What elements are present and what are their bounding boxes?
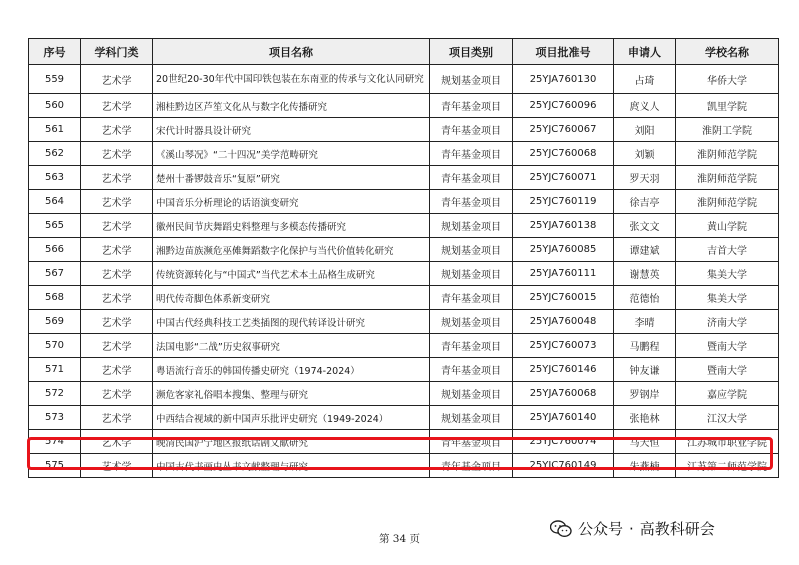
cell-project-name: 明代传奇脚色体系新变研究: [153, 286, 430, 310]
cell-discipline: 艺术学: [81, 238, 153, 262]
cell-approval-number: 25YJA760140: [513, 406, 614, 430]
table-row: [29, 166, 779, 190]
cell-school: 暨南大学: [676, 334, 779, 358]
cell-school: 江汉大学: [676, 406, 779, 430]
header-project-name: 项目名称: [153, 39, 430, 65]
cell-approval-number: 25YJC760149: [513, 454, 614, 478]
cell-approval-number: 25YJC760068: [513, 142, 614, 166]
cell-school: 华侨大学: [676, 65, 779, 94]
cell-applicant: 刘颖: [614, 142, 676, 166]
cell-applicant: 徐吉亭: [614, 190, 676, 214]
cell-project-type: 规划基金项目: [430, 262, 513, 286]
cell-applicant: 钟友谦: [614, 358, 676, 382]
cell-discipline: 艺术学: [81, 382, 153, 406]
table-header-row: [29, 39, 779, 65]
cell-serial: 559: [29, 65, 81, 94]
watermark-name: 高教科研会: [639, 520, 715, 538]
cell-applicant: 张文文: [614, 214, 676, 238]
cell-serial: 571: [29, 358, 81, 382]
cell-applicant: 罗天羽: [614, 166, 676, 190]
cell-project-type: 青年基金项目: [430, 118, 513, 142]
cell-school: 暨南大学: [676, 358, 779, 382]
cell-discipline: 艺术学: [81, 118, 153, 142]
cell-project-name: 楚州十番锣鼓音乐“复原”研究: [153, 166, 430, 190]
header-serial: 序号: [29, 39, 81, 65]
table-row: [29, 238, 779, 262]
cell-discipline: 艺术学: [81, 358, 153, 382]
cell-project-name: 中国古代经典科技工艺类插图的现代转译设计研究: [153, 310, 430, 334]
cell-project-type: 规划基金项目: [430, 65, 513, 94]
cell-discipline: 艺术学: [81, 214, 153, 238]
cell-school: 嘉应学院: [676, 382, 779, 406]
cell-approval-number: 25YJC760073: [513, 334, 614, 358]
cell-school: 淮阴工学院: [676, 118, 779, 142]
cell-project-type: 青年基金项目: [430, 166, 513, 190]
cell-serial: 569: [29, 310, 81, 334]
cell-approval-number: 25YJA760111: [513, 262, 614, 286]
cell-discipline: 艺术学: [81, 454, 153, 478]
cell-school: 淮阴师范学院: [676, 142, 779, 166]
header-discipline: 学科门类: [81, 39, 153, 65]
cell-project-name: 《溪山琴况》“二十四况”美学范畴研究: [153, 142, 430, 166]
cell-applicant: 范德怡: [614, 286, 676, 310]
cell-serial: 572: [29, 382, 81, 406]
cell-approval-number: 25YJC760074: [513, 430, 614, 454]
cell-applicant: 庹义人: [614, 94, 676, 118]
cell-project-type: 青年基金项目: [430, 430, 513, 454]
project-table: [28, 38, 779, 478]
cell-discipline: 艺术学: [81, 406, 153, 430]
cell-project-type: 青年基金项目: [430, 334, 513, 358]
header-project-type: 项目类别: [430, 39, 513, 65]
table-row: [29, 406, 779, 430]
cell-serial: 573: [29, 406, 81, 430]
cell-approval-number: 25YJC760015: [513, 286, 614, 310]
cell-serial: 570: [29, 334, 81, 358]
cell-project-name: 20世纪20-30年代中国印铁包装在东南亚的传承与文化认同研究: [153, 65, 430, 94]
cell-project-name: 中国音乐分析理论的话语演变研究: [153, 190, 430, 214]
cell-applicant: 刘阳: [614, 118, 676, 142]
cell-serial: 565: [29, 214, 81, 238]
cell-approval-number: 25YJA760048: [513, 310, 614, 334]
cell-approval-number: 25YJC760071: [513, 166, 614, 190]
cell-serial: 575: [29, 454, 81, 478]
cell-project-type: 青年基金项目: [430, 142, 513, 166]
cell-applicant: 谭建斌: [614, 238, 676, 262]
cell-school: 集美大学: [676, 286, 779, 310]
header-approval-number: 项目批准号: [513, 39, 614, 65]
cell-project-name: 粤语流行音乐的韩国传播史研究（1974-2024）: [153, 358, 430, 382]
cell-project-name: 晚清民国沪宁地区报纸话剧文献研究: [153, 430, 430, 454]
cell-discipline: 艺术学: [81, 94, 153, 118]
cell-approval-number: 25YJA760138: [513, 214, 614, 238]
cell-serial: 566: [29, 238, 81, 262]
cell-project-type: 青年基金项目: [430, 286, 513, 310]
cell-project-name: 湘桂黔边区芦笙文化从与数字化传播研究: [153, 94, 430, 118]
cell-applicant: 占琦: [614, 65, 676, 94]
table-row: [29, 358, 779, 382]
cell-discipline: 艺术学: [81, 310, 153, 334]
table-row: [29, 262, 779, 286]
table-row: [29, 334, 779, 358]
cell-serial: 563: [29, 166, 81, 190]
table-row: [29, 142, 779, 166]
cell-serial: 564: [29, 190, 81, 214]
cell-project-name: 宋代计时器具设计研究: [153, 118, 430, 142]
cell-discipline: 艺术学: [81, 65, 153, 94]
cell-project-name: 中国古代书画史丛书文献整理与研究: [153, 454, 430, 478]
cell-project-name: 湘黔边苗族濒危巫傩舞蹈数字化保护与当代价值转化研究: [153, 238, 430, 262]
cell-project-name: 法国电影“二战”历史叙事研究: [153, 334, 430, 358]
cell-project-type: 青年基金项目: [430, 94, 513, 118]
cell-approval-number: 25YJA760068: [513, 382, 614, 406]
cell-school: 江苏第二师范学院: [676, 454, 779, 478]
header-school: 学校名称: [676, 39, 779, 65]
table-row: [29, 65, 779, 94]
table-row: [29, 190, 779, 214]
table-row: [29, 214, 779, 238]
cell-discipline: 艺术学: [81, 430, 153, 454]
cell-project-name: 传统资源转化与“中国式”当代艺术本土品格生成研究: [153, 262, 430, 286]
cell-discipline: 艺术学: [81, 334, 153, 358]
cell-approval-number: 25YJA760130: [513, 65, 614, 94]
wechat-icon: [550, 520, 572, 538]
watermark-separator: ·: [629, 519, 634, 538]
cell-approval-number: 25YJC760146: [513, 358, 614, 382]
cell-project-type: 规划基金项目: [430, 310, 513, 334]
cell-approval-number: 25YJC760067: [513, 118, 614, 142]
cell-applicant: 李晴: [614, 310, 676, 334]
cell-project-type: 青年基金项目: [430, 454, 513, 478]
cell-applicant: 马鹏程: [614, 334, 676, 358]
cell-applicant: 马天恒: [614, 430, 676, 454]
cell-serial: 574: [29, 430, 81, 454]
cell-project-type: 青年基金项目: [430, 358, 513, 382]
watermark-account-label: 公众号: [578, 520, 624, 538]
table-row: [29, 310, 779, 334]
cell-applicant: 罗钢岸: [614, 382, 676, 406]
cell-approval-number: 25YJC760119: [513, 190, 614, 214]
cell-project-type: 规划基金项目: [430, 406, 513, 430]
cell-project-type: 青年基金项目: [430, 190, 513, 214]
cell-applicant: 朱燕楠: [614, 454, 676, 478]
wechat-watermark: [547, 518, 718, 539]
cell-school: 吉首大学: [676, 238, 779, 262]
page-number: 第 34 页: [378, 533, 421, 545]
table-row: [29, 118, 779, 142]
table-row: [29, 430, 779, 454]
cell-serial: 560: [29, 94, 81, 118]
cell-discipline: 艺术学: [81, 286, 153, 310]
cell-discipline: 艺术学: [81, 190, 153, 214]
cell-discipline: 艺术学: [81, 262, 153, 286]
cell-school: 凯里学院: [676, 94, 779, 118]
cell-project-name: 濒危客家礼俗唱本搜集、整理与研究: [153, 382, 430, 406]
cell-discipline: 艺术学: [81, 166, 153, 190]
cell-school: 淮阴师范学院: [676, 166, 779, 190]
cell-serial: 562: [29, 142, 81, 166]
cell-school: 江苏城市职业学院: [676, 430, 779, 454]
cell-applicant: 张艳林: [614, 406, 676, 430]
cell-approval-number: 25YJC760096: [513, 94, 614, 118]
cell-school: 黄山学院: [676, 214, 779, 238]
cell-project-type: 规划基金项目: [430, 238, 513, 262]
cell-serial: 561: [29, 118, 81, 142]
cell-school: 济南大学: [676, 310, 779, 334]
cell-project-type: 规划基金项目: [430, 382, 513, 406]
cell-school: 集美大学: [676, 262, 779, 286]
cell-serial: 567: [29, 262, 81, 286]
cell-school: 淮阴师范学院: [676, 190, 779, 214]
cell-approval-number: 25YJA760085: [513, 238, 614, 262]
cell-serial: 568: [29, 286, 81, 310]
table-row: [29, 382, 779, 406]
cell-project-name: 徽州民间节庆舞蹈史料整理与多模态传播研究: [153, 214, 430, 238]
table-row: [29, 94, 779, 118]
header-applicant: 申请人: [614, 39, 676, 65]
cell-project-name: 中西结合视域的新中国声乐批评史研究（1949-2024）: [153, 406, 430, 430]
table-row: [29, 454, 779, 478]
cell-applicant: 谢慧英: [614, 262, 676, 286]
cell-discipline: 艺术学: [81, 142, 153, 166]
cell-project-type: 规划基金项目: [430, 214, 513, 238]
table-row: [29, 286, 779, 310]
